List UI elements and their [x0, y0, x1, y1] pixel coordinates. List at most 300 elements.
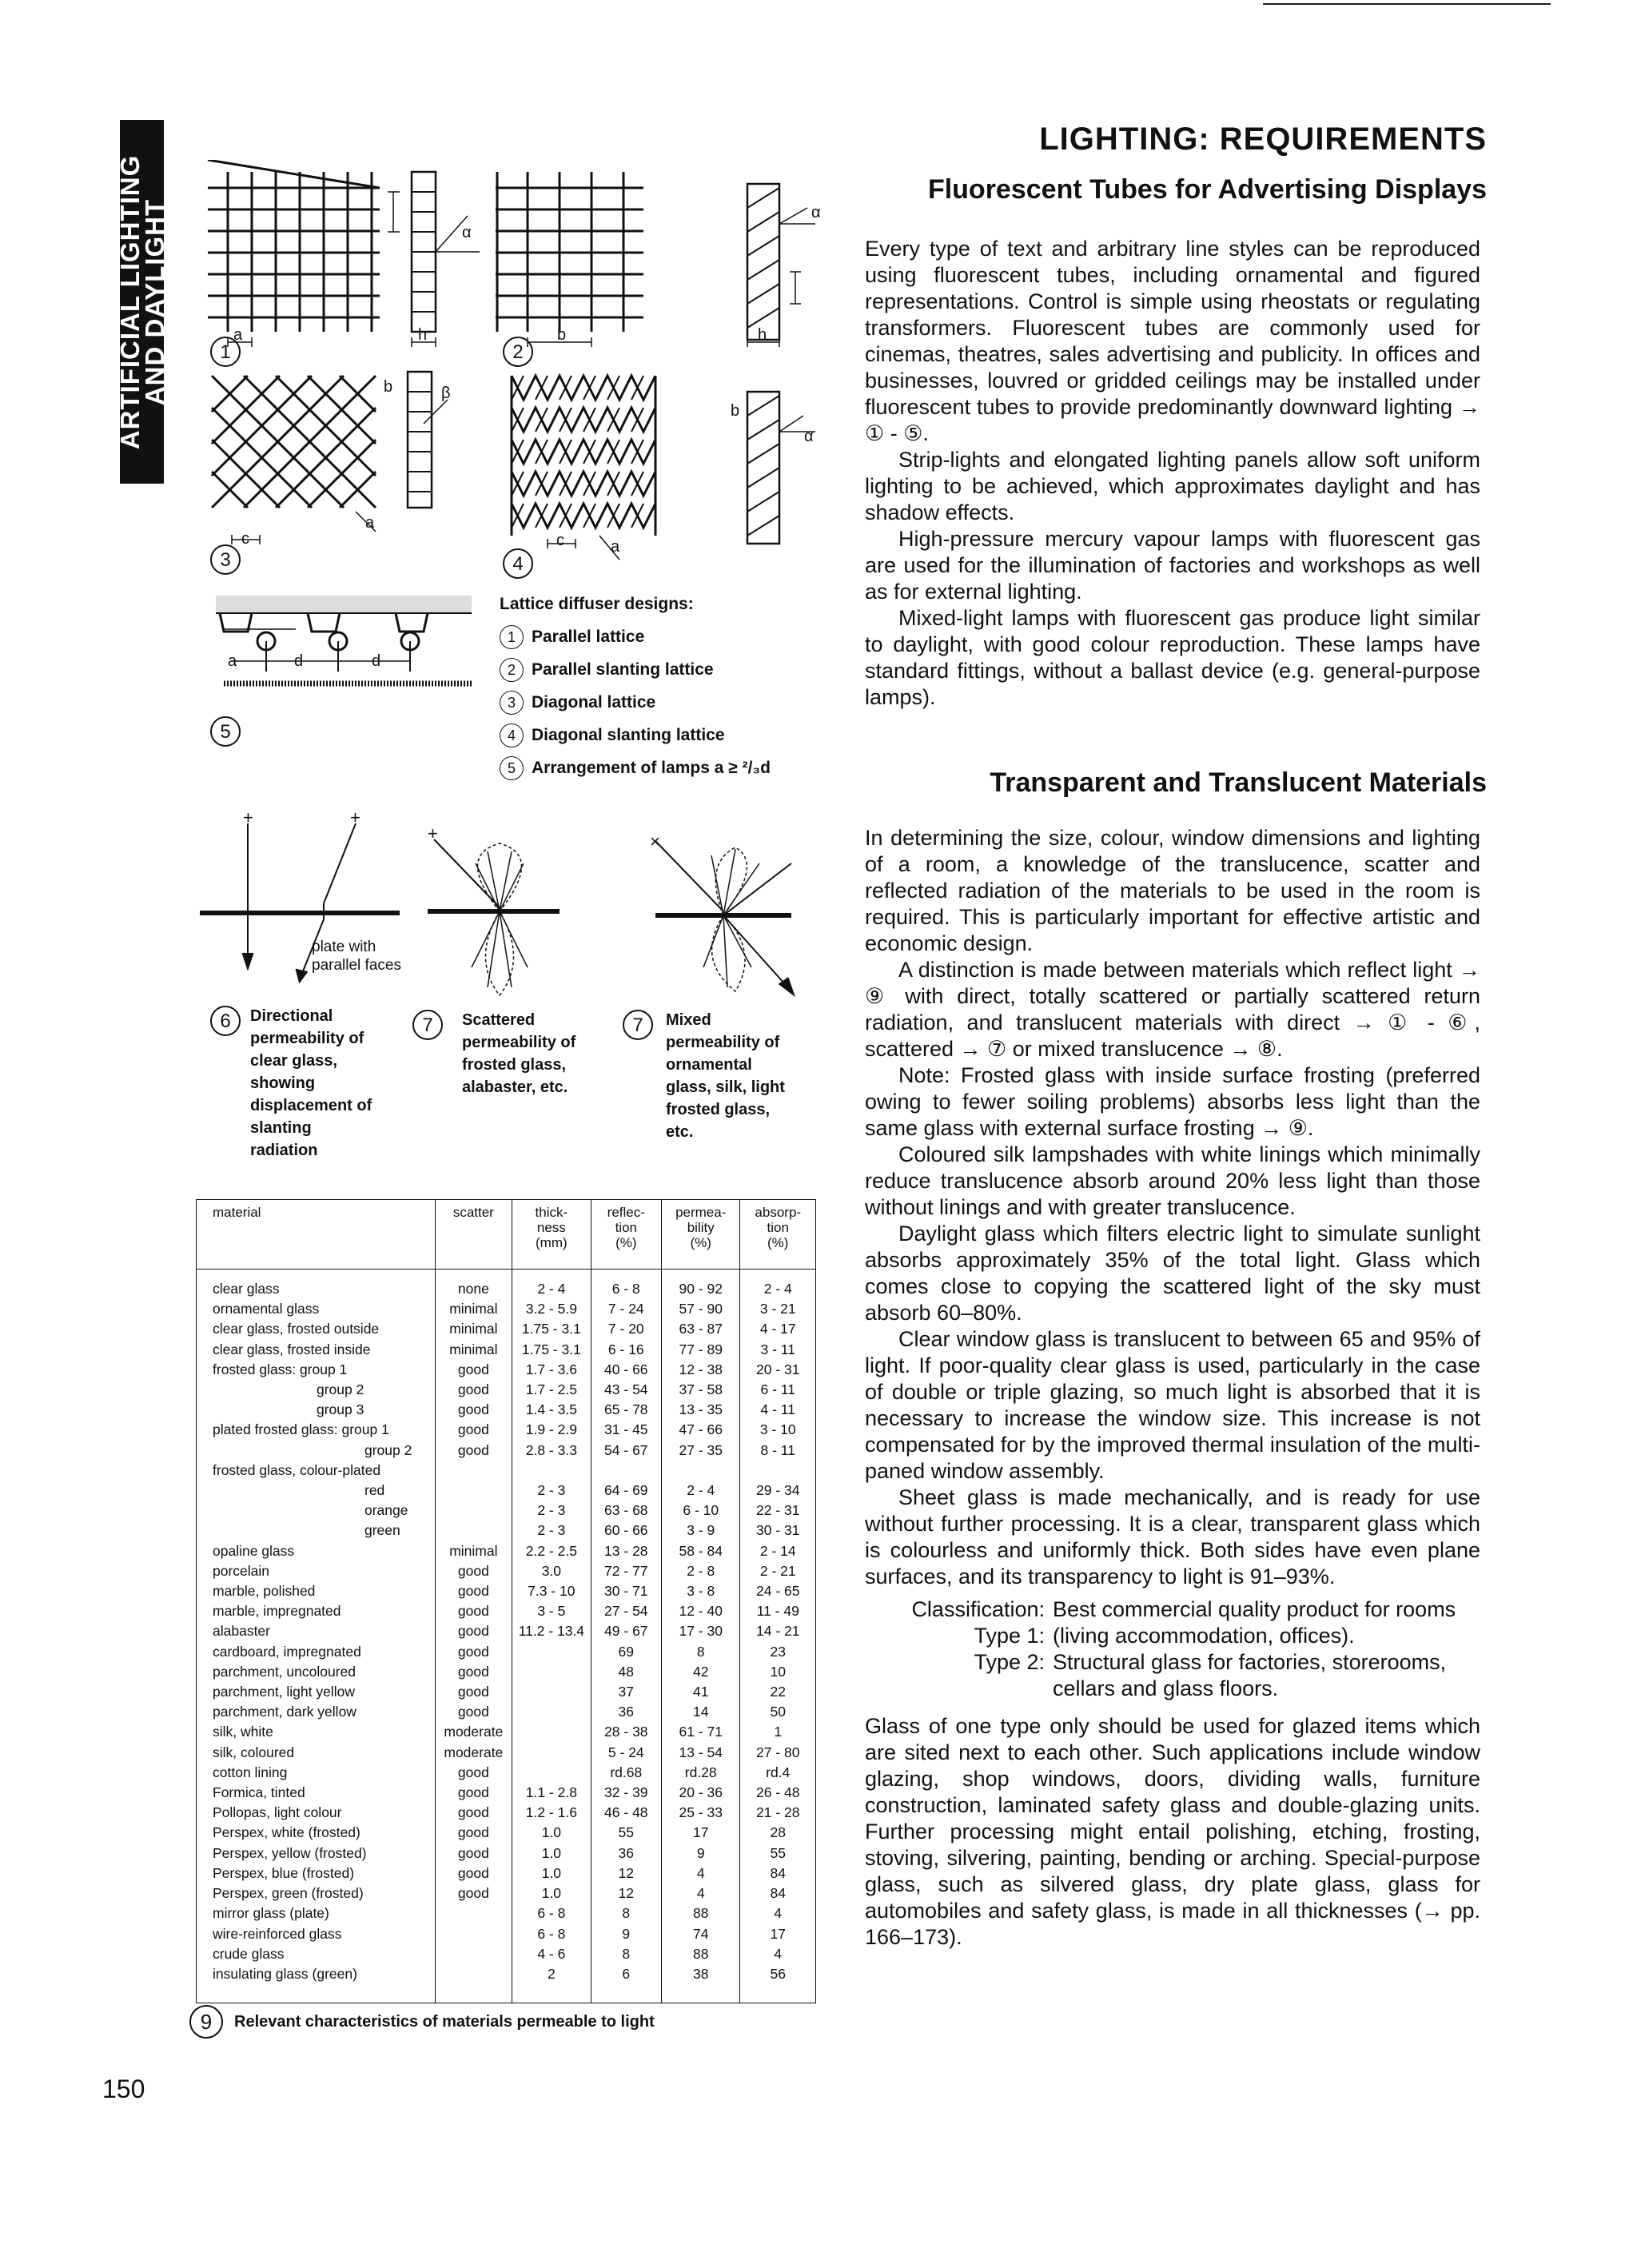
value-cell: 13 - 28: [591, 1541, 661, 1561]
dim-label-alpha: α: [811, 204, 821, 221]
value-cell: 40 - 66: [591, 1360, 661, 1380]
fig-num-5: 5: [220, 721, 231, 743]
value-cell: 4: [661, 1863, 740, 1883]
value-cell: moderate: [435, 1743, 512, 1763]
value-cell: [512, 1682, 591, 1702]
fig-num-6: 6: [220, 1010, 231, 1032]
value-cell: 2 - 14: [740, 1541, 816, 1561]
section-side-tab: [114, 120, 169, 484]
value-cell: good: [435, 1380, 512, 1400]
paragraph: A distinction is made between materials which reflect light → ⑨ with direct, totally scattered or partially scattered return radiation, and translucent materials with direct → ① - ⑥, scattered → ⑦ or mixed translucence → ⑧.: [865, 958, 1480, 1061]
value-cell: 42: [661, 1662, 740, 1682]
value-cell: none: [435, 1270, 512, 1300]
scattered-permeability-figure: [428, 839, 560, 995]
value-cell: 5 - 24: [591, 1743, 661, 1763]
material-cell: alabaster: [197, 1621, 436, 1641]
value-cell: [435, 1461, 512, 1481]
value-cell: 43 - 54: [591, 1380, 661, 1400]
paragraph: Every type of text and arbitrary line styles can be reproduced using fluorescent tubes, including ornamental and figured representations. Control is simple using rheostats or regulating transformers. Fluorescent tubes are commonly used for cinemas, theatres, sales advertising and publicity. In offices and businesses, louvred or gridded ceilings may be installed under fluorescent tubes to provide predominantly downward lighting → ① - ⑤.: [865, 237, 1480, 445]
value-cell: 69: [591, 1642, 661, 1662]
value-cell: minimal: [435, 1299, 512, 1319]
legend-item: 1 Parallel lattice: [500, 620, 771, 653]
legend-item: 2 Parallel slanting lattice: [500, 653, 771, 686]
value-cell: 10: [740, 1662, 816, 1682]
side-tab-line1: ARTIFICIAL LIGHTING: [114, 154, 145, 449]
value-cell: 1.0: [512, 1843, 591, 1863]
value-cell: 36: [591, 1702, 661, 1722]
material-cell: ornamental glass: [197, 1299, 436, 1319]
table-row: [197, 1763, 816, 1783]
value-cell: 58 - 84: [661, 1541, 740, 1561]
dim-label-b: b: [731, 402, 740, 420]
caption-fig7b: Mixed permeability of ornamental glass, silk, light frosted glass, etc.: [666, 1011, 785, 1141]
value-cell: good: [435, 1823, 512, 1843]
value-cell: [512, 1702, 591, 1722]
value-cell: good: [435, 1561, 512, 1581]
table-row: [197, 1803, 816, 1823]
paragraph: In determining the size, colour, window dimensions and lighting of a room, a knowledge of the translucence, scatter and reflected radiation of the materials to be used in the room is required. This is particularly important for effective artistic and economic design.: [865, 826, 1480, 955]
col-header-material: material: [197, 1200, 436, 1270]
value-cell: 17: [661, 1823, 740, 1843]
value-cell: 65 - 78: [591, 1400, 661, 1420]
svg-text:+: +: [428, 823, 438, 843]
value-cell: 2.8 - 3.3: [512, 1441, 591, 1461]
value-cell: 20 - 31: [740, 1360, 816, 1380]
value-cell: 50: [740, 1702, 816, 1722]
caption-fig6: Directional permeability of clear glass, showing displacement of slanting radiation: [250, 1007, 372, 1159]
side-tab-line2: AND DAYLIGHT: [139, 198, 169, 405]
table-row: [197, 1783, 816, 1803]
value-cell: 1.2 - 1.6: [512, 1803, 591, 1823]
value-cell: 1.1 - 2.8: [512, 1783, 591, 1803]
value-cell: 3 - 10: [740, 1420, 816, 1440]
dim-label-alpha: α: [462, 224, 472, 241]
material-cell: mirror glass (plate): [197, 1903, 436, 1923]
value-cell: 90 - 92: [661, 1270, 740, 1300]
value-cell: 17 - 30: [661, 1621, 740, 1641]
material-cell: silk, white: [197, 1722, 436, 1742]
table-row: [197, 1621, 816, 1641]
value-cell: [435, 1501, 512, 1521]
material-cell: cotton lining: [197, 1763, 436, 1783]
value-cell: 3 - 11: [740, 1340, 816, 1360]
table-row: [197, 1420, 816, 1440]
value-cell: good: [435, 1360, 512, 1380]
table-row: [197, 1883, 816, 1903]
value-cell: 30 - 71: [591, 1581, 661, 1601]
type2-label: Type 2:: [974, 1650, 1045, 1674]
paragraph: Strip-lights and elongated lighting panels allow soft uniform lighting to be achieved, which approximates daylight and has shadow effects.: [865, 448, 1480, 524]
table-row: [197, 1702, 816, 1722]
section-title-materials: Transparent and Translucent Materials: [990, 767, 1487, 798]
diagonal-lattice-figure: [212, 372, 448, 544]
value-cell: 8 - 11: [740, 1441, 816, 1461]
value-cell: 11 - 49: [740, 1601, 816, 1621]
material-cell: marble, polished: [197, 1581, 436, 1601]
paragraph: High-pressure mercury vapour lamps with fluorescent gas are used for the illumination of factories and workshops as well as for external lighting.: [865, 527, 1480, 604]
value-cell: rd.28: [661, 1763, 740, 1783]
table-row: [197, 1642, 816, 1662]
value-cell: rd.4: [740, 1763, 816, 1783]
material-cell: wire-reinforced glass: [197, 1924, 436, 1944]
material-cell: Perspex, blue (frosted): [197, 1863, 436, 1883]
value-cell: 9: [591, 1924, 661, 1944]
table-row: [197, 1360, 816, 1380]
type2-text: Structural glass for factories, storerooms, cellars and glass floors.: [1053, 1650, 1447, 1700]
dim-label-h: h: [418, 326, 428, 344]
paragraph: Clear window glass is translucent to between 65 and 95% of light. If poor-quality clear glass is used, particularly in the case of double or triple glazing, so much light is absorbed that it is necessary to increase the window size. This increase is not compensated for by the improved thermal insulation of the multi-paned window assembly.: [865, 1327, 1480, 1483]
material-cell: Perspex, white (frosted): [197, 1823, 436, 1843]
material-cell: frosted glass, colour-plated: [197, 1461, 436, 1481]
section-title-fluorescent: Fluorescent Tubes for Advertising Displays: [927, 174, 1487, 205]
value-cell: [512, 1743, 591, 1763]
value-cell: moderate: [435, 1722, 512, 1742]
value-cell: [435, 1903, 512, 1923]
value-cell: 22 - 31: [740, 1501, 816, 1521]
value-cell: [661, 1461, 740, 1481]
value-cell: 41: [661, 1682, 740, 1702]
value-cell: 47 - 66: [661, 1420, 740, 1440]
value-cell: 13 - 35: [661, 1400, 740, 1420]
value-cell: 2: [512, 1964, 591, 2003]
value-cell: 6 - 8: [512, 1924, 591, 1944]
value-cell: [435, 1521, 512, 1541]
value-cell: 1.7 - 2.5: [512, 1380, 591, 1400]
value-cell: 6 - 8: [512, 1903, 591, 1923]
value-cell: good: [435, 1863, 512, 1883]
value-cell: 3 - 8: [661, 1581, 740, 1601]
dim-label-c: c: [241, 530, 249, 548]
value-cell: 2 - 3: [512, 1521, 591, 1541]
parallel-slanting-lattice-figure: [496, 172, 815, 347]
table-row: [197, 1561, 816, 1581]
material-cell: Pollopas, light colour: [197, 1803, 436, 1823]
parallel-lattice-figure: [208, 160, 480, 347]
dim-label-b: b: [557, 326, 567, 344]
value-cell: 30 - 31: [740, 1521, 816, 1541]
value-cell: 3 - 21: [740, 1299, 816, 1319]
dim-label-c: c: [556, 532, 564, 549]
value-cell: 26 - 48: [740, 1783, 816, 1803]
value-cell: good: [435, 1400, 512, 1420]
value-cell: 20 - 36: [661, 1783, 740, 1803]
value-cell: 27 - 80: [740, 1743, 816, 1763]
value-cell: 3.2 - 5.9: [512, 1299, 591, 1319]
value-cell: [512, 1461, 591, 1481]
col-header-permeability: permea- bility (%): [661, 1200, 740, 1270]
value-cell: 9: [661, 1843, 740, 1863]
material-cell: Formica, tinted: [197, 1783, 436, 1803]
value-cell: 3 - 9: [661, 1521, 740, 1541]
dim-label-alpha: α: [804, 428, 814, 445]
value-cell: good: [435, 1763, 512, 1783]
value-cell: 12: [591, 1883, 661, 1903]
value-cell: [512, 1662, 591, 1682]
material-cell: clear glass, frosted outside: [197, 1319, 436, 1339]
value-cell: 74: [661, 1924, 740, 1944]
value-cell: 4 - 11: [740, 1400, 816, 1420]
table-row: [197, 1541, 816, 1561]
value-cell: 55: [740, 1843, 816, 1863]
value-cell: 2 - 8: [661, 1561, 740, 1581]
legend-item: 4 Diagonal slanting lattice: [500, 719, 771, 751]
value-cell: 17: [740, 1924, 816, 1944]
value-cell: 8: [591, 1903, 661, 1923]
value-cell: 37: [591, 1682, 661, 1702]
material-cell: orange: [197, 1501, 436, 1521]
dim-label-h: h: [758, 326, 767, 344]
value-cell: good: [435, 1662, 512, 1682]
value-cell: 27 - 35: [661, 1441, 740, 1461]
type1-text: Best commercial quality product for rooms (living accommodation, offices).: [1053, 1597, 1456, 1648]
value-cell: minimal: [435, 1541, 512, 1561]
lamp-arrangement-figure: [216, 596, 472, 684]
value-cell: [512, 1642, 591, 1662]
value-cell: 84: [740, 1883, 816, 1903]
value-cell: 54 - 67: [591, 1441, 661, 1461]
material-cell: porcelain: [197, 1561, 436, 1581]
value-cell: 6 - 11: [740, 1380, 816, 1400]
value-cell: 24 - 65: [740, 1581, 816, 1601]
table-row: [197, 1299, 816, 1319]
value-cell: rd.68: [591, 1763, 661, 1783]
value-cell: 2 - 4: [661, 1481, 740, 1501]
value-cell: 55: [591, 1823, 661, 1843]
paragraph: Sheet glass is made mechanically, and is ready for use without further processing. It is a clear, transparent glass which is colourless and uniformly thick. Both sides have even plane surfaces, and its transparency to light is 91–93%.: [865, 1485, 1480, 1588]
table-row: [197, 1903, 816, 1923]
value-cell: 63 - 87: [661, 1319, 740, 1339]
value-cell: 72 - 77: [591, 1561, 661, 1581]
value-cell: 25 - 33: [661, 1803, 740, 1823]
dim-label-d: d: [372, 652, 381, 670]
value-cell: 2 - 21: [740, 1561, 816, 1581]
value-cell: 27 - 54: [591, 1601, 661, 1621]
dim-label-d: d: [294, 652, 304, 670]
value-cell: 4: [740, 1903, 816, 1923]
value-cell: 36: [591, 1843, 661, 1863]
material-cell: plated frosted glass: group 1: [197, 1420, 436, 1440]
table-row: [197, 1843, 816, 1863]
material-cell: cardboard, impregnated: [197, 1642, 436, 1662]
col-header-thickness: thick- ness (mm): [512, 1200, 591, 1270]
table-row: [197, 1400, 816, 1420]
value-cell: 1.75 - 3.1: [512, 1340, 591, 1360]
dim-label-a: a: [611, 538, 620, 556]
material-cell: parchment, uncoloured: [197, 1662, 436, 1682]
value-cell: 6 - 10: [661, 1501, 740, 1521]
value-cell: 1.7 - 3.6: [512, 1360, 591, 1380]
value-cell: 32 - 39: [591, 1783, 661, 1803]
fluorescent-tubes-text: [865, 236, 1480, 711]
value-cell: 57 - 90: [661, 1299, 740, 1319]
value-cell: 14: [661, 1702, 740, 1722]
table-row: [197, 1662, 816, 1682]
fig-num-1: 1: [220, 341, 231, 363]
value-cell: 1: [740, 1722, 816, 1742]
value-cell: 1.0: [512, 1883, 591, 1903]
value-cell: 1.75 - 3.1: [512, 1319, 591, 1339]
page-number: 150: [102, 2075, 145, 2103]
value-cell: 28: [740, 1823, 816, 1843]
table-header-row: [197, 1200, 816, 1270]
table-row: [197, 1380, 816, 1400]
table-row: [197, 1944, 816, 1964]
fig-num-4: 4: [512, 553, 524, 575]
value-cell: 2 - 4: [512, 1270, 591, 1300]
fig-num-7a: 7: [422, 1014, 433, 1036]
value-cell: 7.3 - 10: [512, 1581, 591, 1601]
value-cell: 4: [661, 1883, 740, 1903]
material-cell: red: [197, 1481, 436, 1501]
dim-label-beta: β: [441, 385, 451, 402]
col-header-scatter: scatter: [435, 1200, 512, 1270]
material-cell: frosted glass: group 1: [197, 1360, 436, 1380]
value-cell: 6 - 8: [591, 1270, 661, 1300]
materials-text: [865, 825, 1480, 1951]
value-cell: 21 - 28: [740, 1803, 816, 1823]
material-cell: group 3: [197, 1400, 436, 1420]
value-cell: 31 - 45: [591, 1420, 661, 1440]
value-cell: 11.2 - 13.4: [512, 1621, 591, 1641]
table-row: [197, 1863, 816, 1883]
material-cell: group 2: [197, 1441, 436, 1461]
value-cell: 2.2 - 2.5: [512, 1541, 591, 1561]
table-row: [197, 1722, 816, 1742]
value-cell: 4 - 6: [512, 1944, 591, 1964]
plate-label: plate with: [312, 939, 376, 955]
value-cell: [435, 1944, 512, 1964]
value-cell: good: [435, 1601, 512, 1621]
paragraph: Note: Frosted glass with inside surface frosting (preferred owing to fewer soiling problems) absorbs less light than the same glass with external surface frosting → ⑨.: [865, 1063, 1480, 1140]
value-cell: 48: [591, 1662, 661, 1682]
value-cell: 84: [740, 1863, 816, 1883]
material-cell: group 2: [197, 1380, 436, 1400]
material-cell: Perspex, yellow (frosted): [197, 1843, 436, 1863]
value-cell: 12 - 40: [661, 1601, 740, 1621]
table-row: [197, 1601, 816, 1621]
value-cell: 6: [591, 1964, 661, 2003]
table-row: [197, 1743, 816, 1763]
value-cell: good: [435, 1883, 512, 1903]
value-cell: 7 - 20: [591, 1319, 661, 1339]
value-cell: 8: [661, 1642, 740, 1662]
value-cell: 88: [661, 1903, 740, 1923]
material-cell: clear glass, frosted inside: [197, 1340, 436, 1360]
value-cell: good: [435, 1581, 512, 1601]
svg-text:×: ×: [650, 831, 660, 851]
value-cell: 12: [591, 1863, 661, 1883]
dim-label-a: a: [228, 652, 237, 670]
material-cell: parchment, light yellow: [197, 1682, 436, 1702]
value-cell: good: [435, 1803, 512, 1823]
table-row: [197, 1823, 816, 1843]
value-cell: 1.4 - 3.5: [512, 1400, 591, 1420]
value-cell: 3.0: [512, 1561, 591, 1581]
fig-num-3: 3: [220, 549, 231, 571]
materials-table: [196, 1199, 816, 2003]
value-cell: good: [435, 1642, 512, 1662]
value-cell: 56: [740, 1964, 816, 2003]
value-cell: [591, 1461, 661, 1481]
value-cell: 49 - 67: [591, 1621, 661, 1641]
caption-fig9: 9 Relevant characteristics of materials permeable to light: [189, 2005, 655, 2039]
value-cell: 13 - 54: [661, 1743, 740, 1763]
table-row: [197, 1340, 816, 1360]
table-row: [197, 1682, 816, 1702]
table-row: [197, 1924, 816, 1944]
dim-label-a: a: [365, 514, 375, 532]
value-cell: [435, 1481, 512, 1501]
table-row: [197, 1581, 816, 1601]
value-cell: 14 - 21: [740, 1621, 816, 1641]
svg-text:+: +: [243, 807, 253, 827]
value-cell: minimal: [435, 1319, 512, 1339]
value-cell: 6 - 16: [591, 1340, 661, 1360]
value-cell: minimal: [435, 1340, 512, 1360]
legend-title: Lattice diffuser designs:: [500, 595, 694, 613]
value-cell: 23: [740, 1642, 816, 1662]
value-cell: [435, 1964, 512, 2003]
material-cell: Perspex, green (frosted): [197, 1883, 436, 1903]
value-cell: 61 - 71: [661, 1722, 740, 1742]
paragraph: Coloured silk lampshades with white linings which minimally reduce translucence absorb around 20% less light than those without linings and with greater translucence.: [865, 1142, 1480, 1219]
value-cell: good: [435, 1420, 512, 1440]
value-cell: [740, 1461, 816, 1481]
value-cell: 63 - 68: [591, 1501, 661, 1521]
value-cell: 3 - 5: [512, 1601, 591, 1621]
table-row: [197, 1964, 816, 2003]
value-cell: 12 - 38: [661, 1360, 740, 1380]
legend-item: 5 Arrangement of lamps a ≥ ²/₃d: [500, 751, 771, 784]
value-cell: 22: [740, 1682, 816, 1702]
table-row: [197, 1319, 816, 1339]
caption-fig7a: Scattered permeability of frosted glass, alabaster, etc.: [462, 1011, 576, 1096]
table-row: [197, 1481, 816, 1501]
value-cell: good: [435, 1783, 512, 1803]
dim-label-b: b: [384, 378, 393, 396]
material-cell: silk, coloured: [197, 1743, 436, 1763]
material-cell: clear glass: [197, 1270, 436, 1300]
value-cell: 77 - 89: [661, 1340, 740, 1360]
paragraph: Glass of one type only should be used for glazed items which are sited next to each other. Such applications include window glazing, shop windows, doors, dividing walls, furniture construction, laminated safety glass and double-glazing units. Further processing might entail polishing, etching, frosting, stoving, silvering, painting, bending or arching. Special-purpose glass, such as silvered glass, dry plate glass, glass for automobiles and safety glass, is made in all thicknesses (→ pp. 166–173).: [865, 1714, 1480, 1949]
table-row: [197, 1461, 816, 1481]
top-rule: [1263, 3, 1551, 5]
value-cell: 60 - 66: [591, 1521, 661, 1541]
fig-num-7b: 7: [632, 1014, 643, 1036]
value-cell: 7 - 24: [591, 1299, 661, 1319]
value-cell: 1.0: [512, 1863, 591, 1883]
value-cell: 88: [661, 1944, 740, 1964]
mixed-permeability-figure: [655, 841, 793, 994]
svg-text:+: +: [350, 807, 360, 827]
value-cell: 1.9 - 2.9: [512, 1420, 591, 1440]
value-cell: 8: [591, 1944, 661, 1964]
dim-label-a: a: [233, 326, 243, 344]
value-cell: 2 - 4: [740, 1270, 816, 1300]
value-cell: 46 - 48: [591, 1803, 661, 1823]
value-cell: 4: [740, 1944, 816, 1964]
table-row: [197, 1441, 816, 1461]
value-cell: good: [435, 1441, 512, 1461]
legend-item: 3 Diagonal lattice: [500, 686, 771, 719]
fig-num-9: 9: [189, 2005, 223, 2039]
col-header-reflection: reflec- tion (%): [591, 1200, 661, 1270]
plate-label-2: parallel faces: [312, 957, 401, 974]
value-cell: 29 - 34: [740, 1481, 816, 1501]
value-cell: 37 - 58: [661, 1380, 740, 1400]
value-cell: 64 - 69: [591, 1481, 661, 1501]
value-cell: 28 - 38: [591, 1722, 661, 1742]
